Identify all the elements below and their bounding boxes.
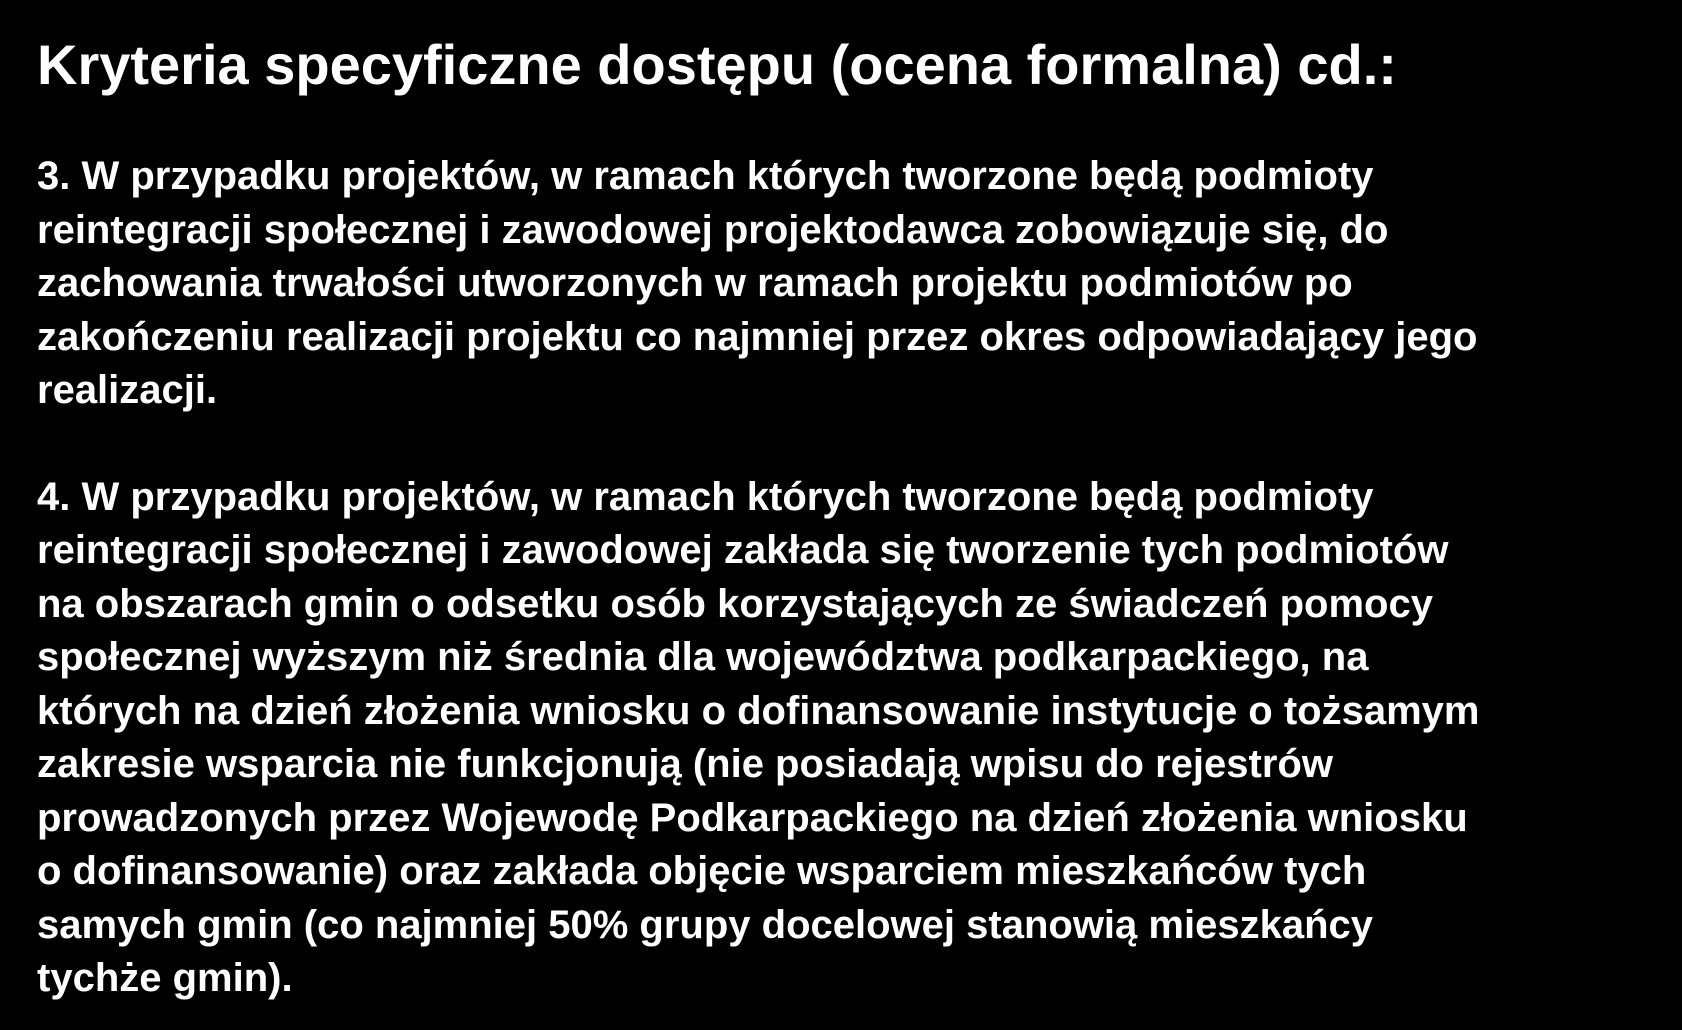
criterion-4-line: tychże gmin). — [37, 956, 293, 1000]
criterion-4-line: reintegracji społecznej i zawodowej zakłada się tworzenie tych podmiotów — [37, 528, 1449, 572]
criteria-list — [37, 150, 1657, 1006]
criterion-3-line: zakończeniu realizacji projektu co najmniej przez okres odpowiadający jego — [37, 314, 1478, 359]
criterion-4-line: zakresie wsparcia nie funkcjonują (nie posiadają wpisu do rejestrów — [37, 742, 1333, 786]
criterion-4-line: których na dzień złożenia wniosku o dofinansowanie instytucje o tożsamym — [37, 688, 1480, 733]
criterion-3-line: 3. W przypadku projektów, w ramach których tworzone będą podmioty — [37, 154, 1374, 198]
criterion-4-line: samych gmin (co najmniej 50% grupy docelowej stanowią mieszkańcy — [37, 902, 1373, 947]
criterion-3-line: zachowania trwałości utworzonych w ramach projektu podmiotów po — [37, 261, 1353, 305]
criterion-4-line: na obszarach gmin o odsetku osób korzystających ze świadczeń pomocy — [37, 581, 1433, 626]
criterion-4-line: 4. W przypadku projektów, w ramach których tworzone będą podmioty — [37, 474, 1374, 519]
criterion-4 — [37, 471, 1657, 1006]
criterion-3-line: realizacji. — [37, 368, 218, 412]
criterion-4-line: prowadzonych przez Wojewodę Podkarpackiego na dzień złożenia wniosku — [37, 795, 1468, 840]
criterion-4-line: społecznej wyższym niż średnia dla województwa podkarpackiego, na — [37, 635, 1369, 679]
criterion-4-line: o dofinansowanie) oraz zakłada objęcie wsparciem mieszkańców tych — [37, 849, 1367, 893]
criterion-3 — [37, 150, 1657, 418]
criterion-3-line: reintegracji społecznej i zawodowej projektodawca zobowiązuje się, do — [37, 207, 1389, 252]
slide-title: Kryteria specyficzne dostępu (ocena formalna) cd.: — [37, 33, 1397, 96]
